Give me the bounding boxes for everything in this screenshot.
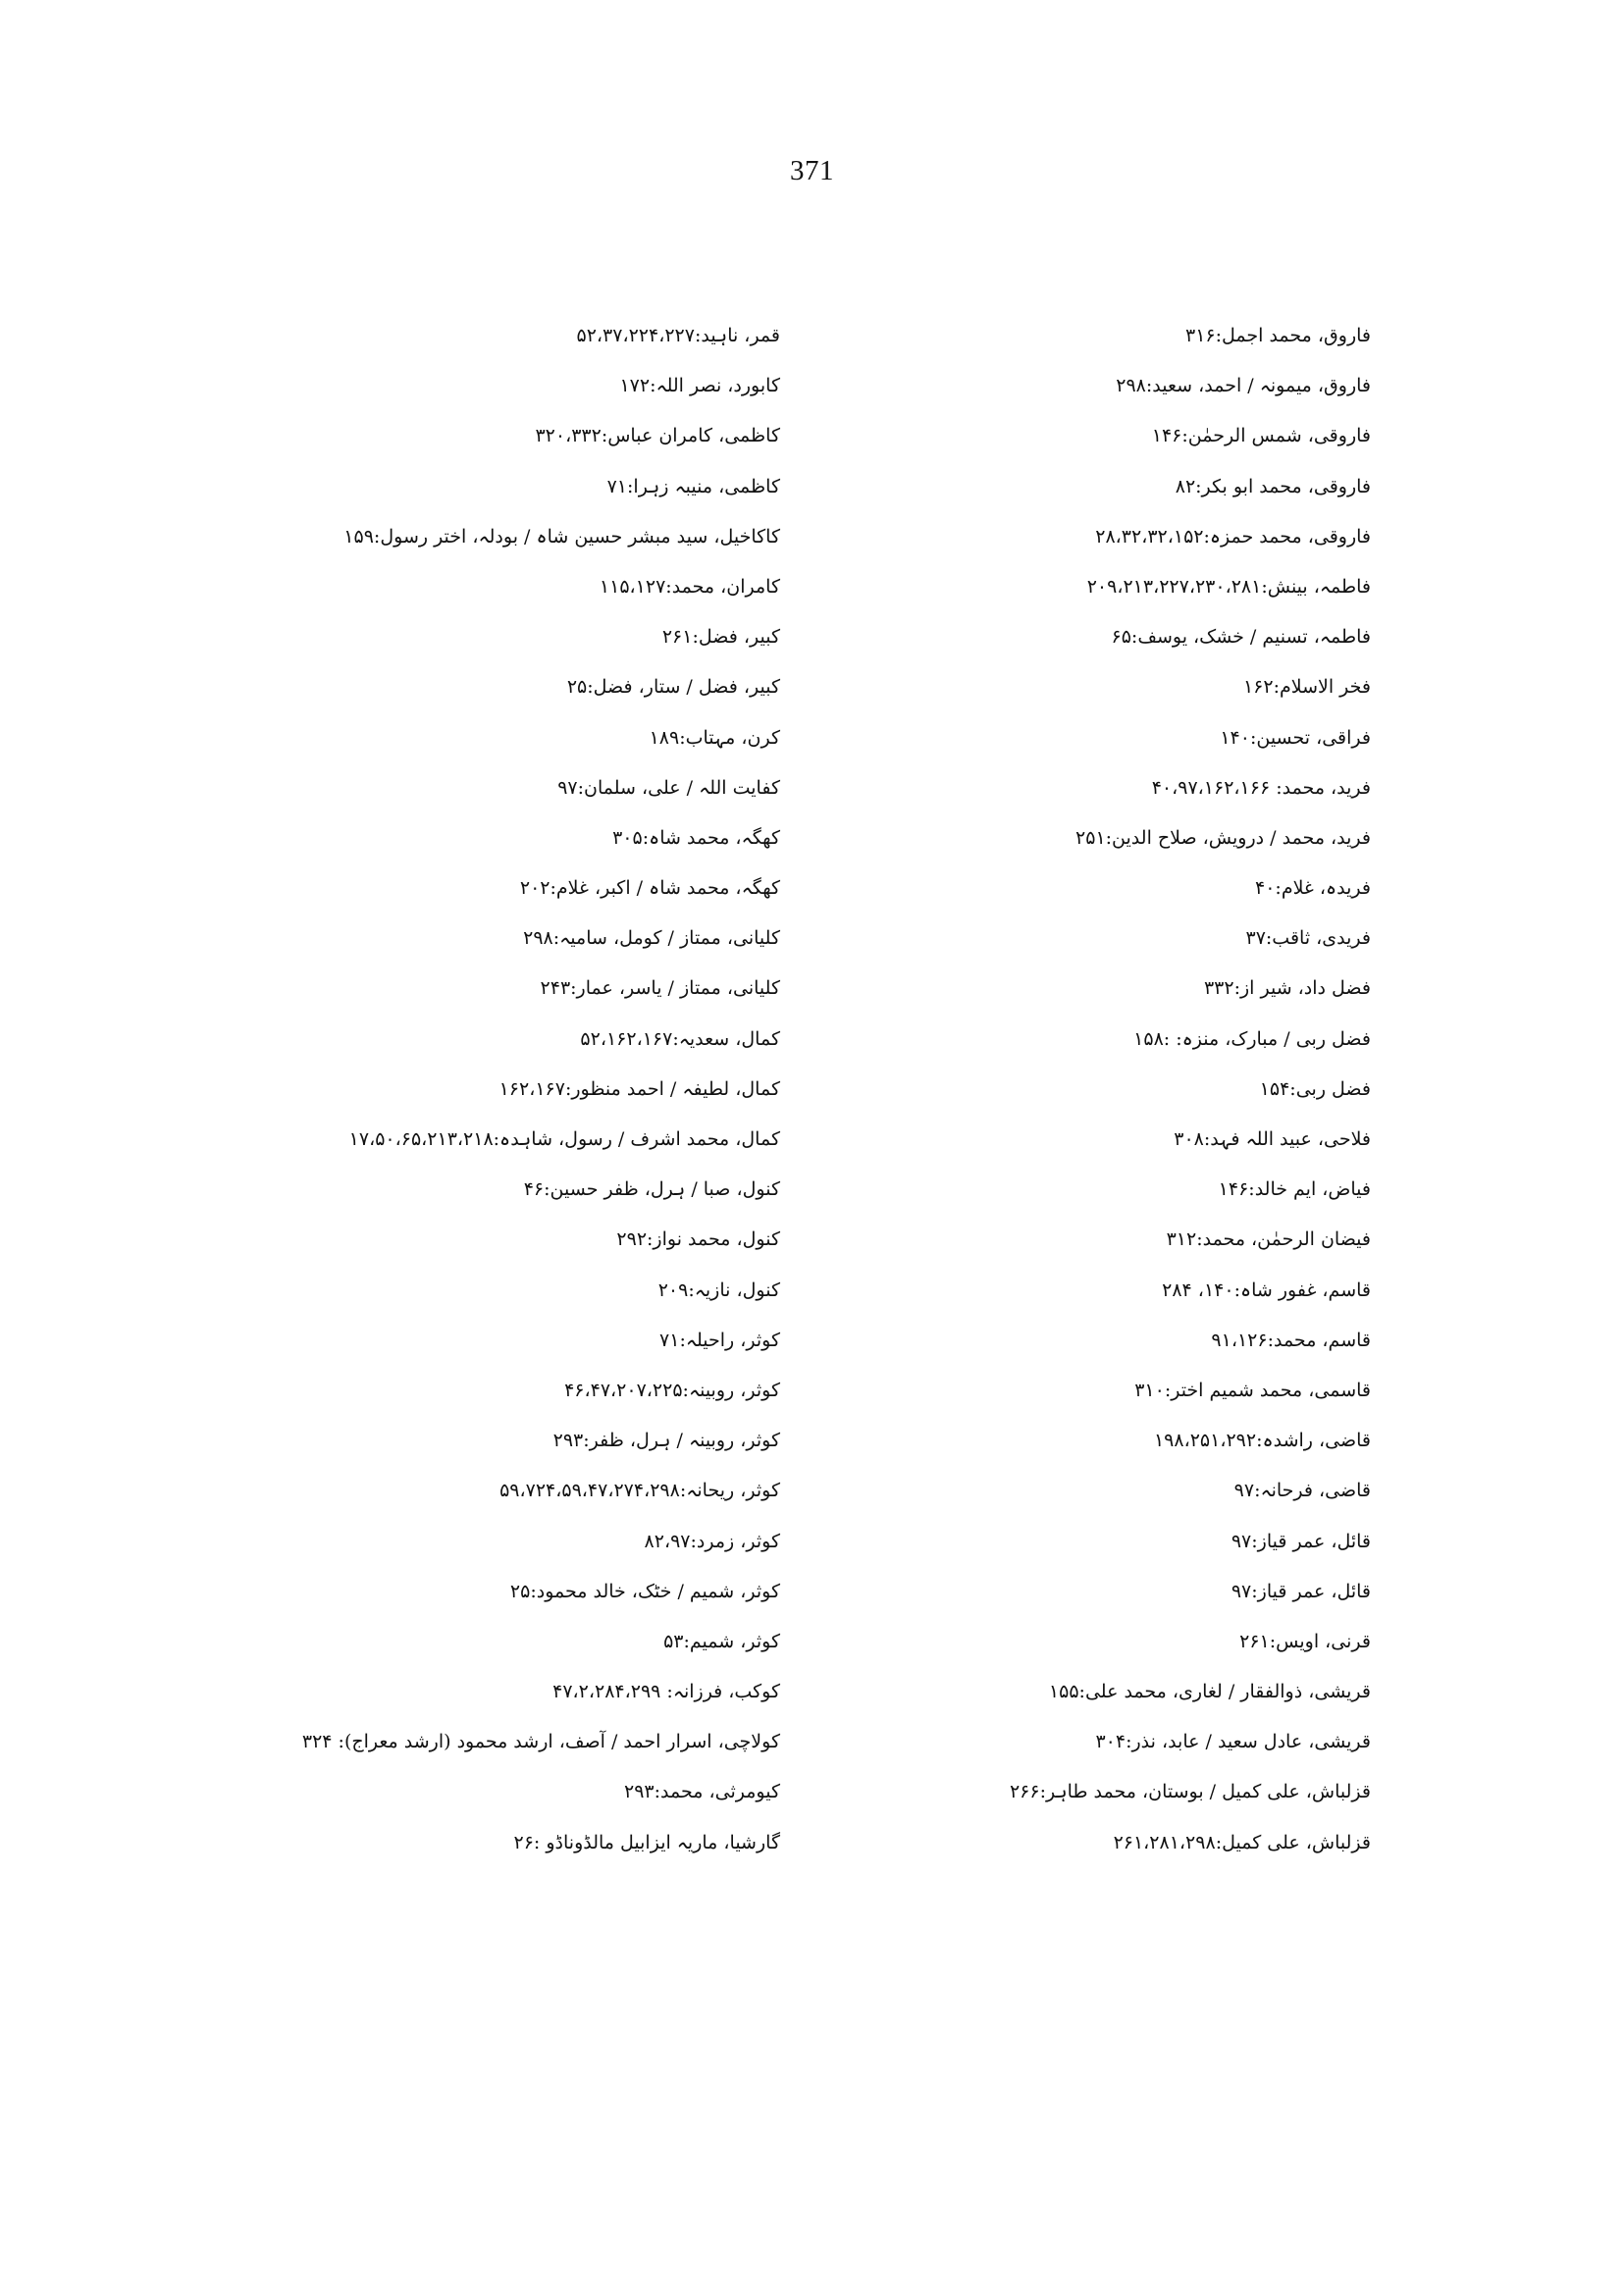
index-entry: کوکب، فرزانہ: ۴۷،۲،۲۸۴،۲۹۹ [552,1681,780,1703]
index-entry: فاروقی، محمد ابو بکر:۸۲ [1175,475,1371,497]
index-entry: کوثر، روبینہ / ہرل، ظفر:۲۹۳ [552,1430,780,1452]
index-entry: کولاچی، اسرار احمد / آصف، ارشد محمود (ارشد معراج): ۳۲۴ [301,1731,780,1753]
index-entry: کمال، لطیفہ / احمد منظور:۱۶۲،۱۶۷ [498,1077,780,1100]
index-entry: کلیانی، ممتاز / یاسر، عمار:۲۴۳ [540,977,780,1000]
index-entry: فرید، محمد: ۴۰،۹۷،۱۶۲،۱۶۶ [1151,776,1371,799]
index-entry: فاروقی، شمس الرحمٰن:۱۴۶ [1151,425,1371,447]
index-entry: کوثر، شمیم:۵۳ [663,1630,780,1652]
index-column-left [201,311,780,1868]
index-column-right [821,311,1371,1868]
index-entry: کامران، محمد:۱۱۵،۱۲۷ [599,575,780,598]
index-entry: کاظمی، کامران عباس:۳۲۰،۳۳۲ [535,425,780,447]
index-entry: فیضان الرحمٰن، محمد:۳۱۲ [1166,1228,1371,1251]
index-entry: قزلباش، علی کمیل / بوستان، محمد طاہر:۲۶۶ [1009,1781,1371,1803]
index-entry: قریشی، ذوالفقار / لغاری، محمد علی:۱۵۵ [1048,1681,1371,1703]
index-entry: کبیر، فضل / ستار، فضل:۲۵ [566,676,780,699]
index-entry: فاروق، محمد اجمل:۳۱۶ [1185,325,1371,346]
index-entry: فاروق، میمونہ / احمد، سعید:۲۹۸ [1116,375,1371,397]
index-entry: کوثر، زمرد:۸۲،۹۷ [644,1530,780,1552]
index-entry: کابورد، نصر اللہ:۱۷۲ [619,375,780,397]
index-entry: کنول، نازیہ:۲۰۹ [657,1278,780,1301]
index-entry: قائل، عمر قیاز:۹۷ [1231,1530,1371,1552]
index-entry: قمر، ناہید:۵۲،۳۷،۲۲۴،۲۲۷ [576,325,780,346]
index-entry: فضل داد، شیر از:۳۳۲ [1203,977,1371,1000]
index-entry: فاروقی، محمد حمزہ:۲۸،۳۲،۳۲،۱۵۲ [1095,525,1371,548]
index-entry: فاطمہ، بینش:۲۰۹،۲۱۳،۲۲۷،۲۳۰،۲۸۱ [1086,575,1371,598]
index-entry: کاظمی، منیبہ زہرا:۷۱ [606,475,780,497]
index-entry: کوثر، راحیلہ:۷۱ [659,1329,780,1351]
index-entry: فریدی، ثاقب:۳۷ [1245,927,1371,950]
index-entry: فلاحی، عبید اللہ فہد:۳۰۸ [1174,1128,1371,1150]
index-entry: قرنی، اویس:۲۶۱ [1239,1630,1371,1652]
index-entry: قاضی، راشدہ:۱۹۸،۲۵۱،۲۹۲ [1153,1430,1371,1452]
index-entry: کنول، محمد نواز:۲۹۲ [616,1228,780,1251]
index-entry: کیومرثی، محمد:۲۹۳ [624,1781,780,1803]
index-entry: فضل ربی / مبارک، منزہ: :۱۵۸ [1133,1027,1371,1050]
index-entry: قاسم، غفور شاہ:۱۴۰، ۲۸۴ [1162,1278,1371,1301]
index-entry: کرن، مہتاب:۱۸۹ [649,726,780,749]
index-entry: کاکاخیل، سید مبشر حسین شاہ / بودلہ، اختر رسول:۱۵۹ [343,525,780,548]
index-entry: فریدہ، غلام:۴۰ [1255,877,1371,900]
index-entry: فخر الاسلام:۱۶۲ [1242,676,1371,699]
index-entry: قزلباش، علی کمیل:۲۶۱،۲۸۱،۲۹۸ [1113,1831,1371,1853]
index-entry: کوثر، شمیم / خٹک، خالد محمود:۲۵ [509,1580,780,1602]
index-entry: قائل، عمر قیاز:۹۷ [1231,1580,1371,1602]
page-number: 371 [790,155,834,186]
index-entry: قاسمی، محمد شمیم اختر:۳۱۰ [1134,1379,1371,1401]
index-entry: کمال، محمد اشرف / رسول، شاہدہ:۱۷،۵۰،۶۵،۲۱۳،۲۱۸ [348,1128,780,1150]
index-entry: فاطمہ، تسنیم / خشک، یوسف:۶۵ [1111,626,1371,649]
index-entry: کھگہ، محمد شاہ:۳۰۵ [612,826,780,849]
index-entry: کوثر، ریحانہ:۵۹،۷۲۴،۵۹،۴۷،۲۷۴،۲۹۸ [499,1480,780,1502]
index-entry: گارشیا، ماریہ ایزابیل مالڈوناڈو :۲۶ [513,1831,780,1853]
index-entry: کھگہ، محمد شاہ / اکبر، غلام:۲۰۲ [519,877,780,900]
index-entry: فضل ربی:۱۵۴ [1259,1077,1371,1100]
index-entry: کمال، سعدیہ:۵۲،۱۶۲،۱۶۷ [580,1027,780,1050]
index-entry: قریشی، عادل سعید / عابد، نذر:۳۰۴ [1095,1731,1371,1753]
index-entry: فرید، محمد / درویش، صلاح الدین:۲۵۱ [1075,826,1371,849]
index-entry: فیاض، ایم خالد:۱۴۶ [1218,1178,1371,1201]
index-entry: کلیانی، ممتاز / کومل، سامیہ:۲۹۸ [523,927,780,950]
index-entry: فراقی، تحسین:۱۴۰ [1220,726,1371,749]
index-entry: کبیر، فضل:۲۶۱ [661,626,780,649]
index-entry: قاضی، فرحانہ:۹۷ [1233,1480,1371,1502]
index-entry: کوثر، روبینہ:۴۶،۴۷،۲۰۷،۲۲۵ [564,1379,780,1401]
index-entry: کفایت اللہ / علی، سلمان:۹۷ [557,776,780,799]
index-entry: قاسم، محمد:۹۱،۱۲۶ [1211,1329,1371,1351]
index-entry: کنول، صبا / ہرل، ظفر حسین:۴۶ [523,1178,780,1201]
